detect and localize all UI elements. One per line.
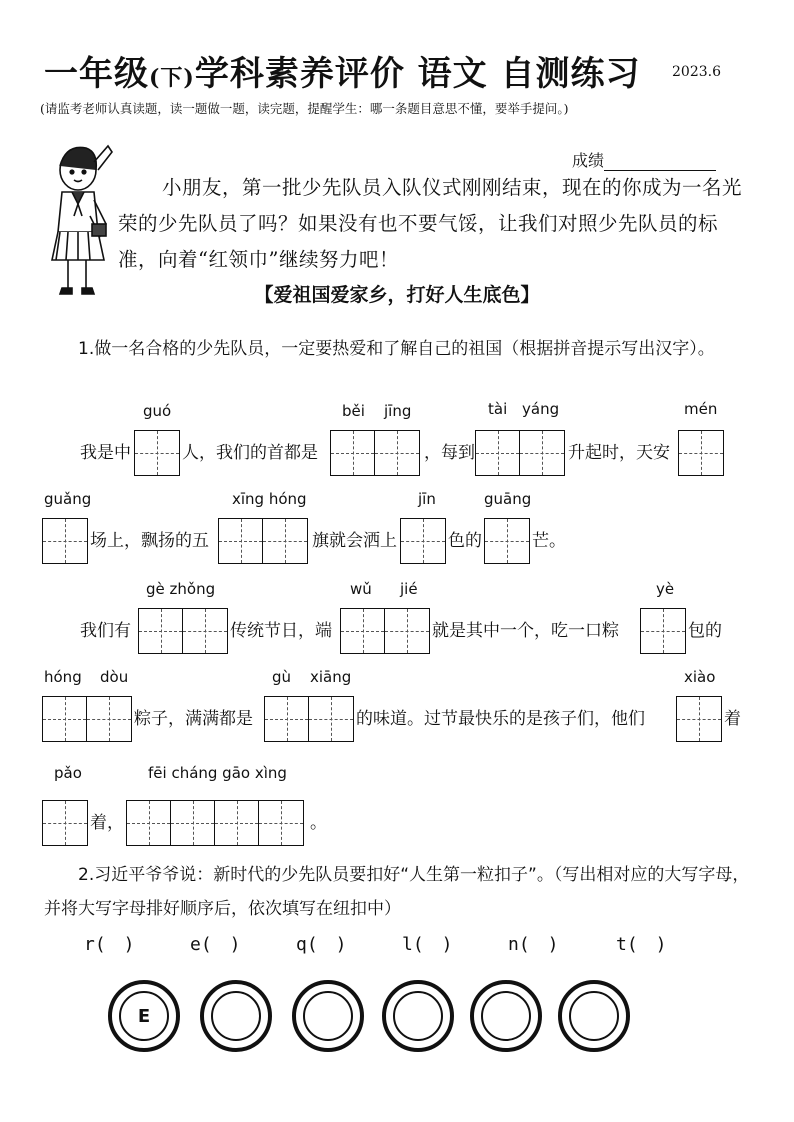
sentence-fragment: 色的 [448,531,482,551]
sentence-fragment: 升起时，天安 [568,443,670,463]
answer-grid[interactable] [400,518,446,564]
button-slot[interactable] [470,980,542,1052]
button-slot[interactable] [108,980,180,1052]
score-line[interactable] [604,152,716,171]
button-slot[interactable] [558,980,630,1052]
score-field[interactable] [572,148,716,171]
button-slot-letter: E [119,991,169,1041]
pinyin: wǔ [350,580,372,598]
answer-grid[interactable] [484,518,530,564]
sentence-fragment: 我们有 [80,621,131,641]
button-slot[interactable] [292,980,364,1052]
title-subject: 学科素养评价 语文 自测练习 [194,54,641,94]
pinyin: guǎng [44,490,92,508]
sentence-fragment: 着， [90,813,124,833]
answer-grid[interactable] [42,696,132,742]
button-slot-letter [303,991,353,1041]
sentence-fragment: ，每到 [424,443,475,463]
letter-blank[interactable]: e( ) [190,934,241,955]
pinyin: tài [488,400,508,418]
button-slot[interactable] [200,980,272,1052]
pinyin: fēi cháng gāo xìng [148,764,287,782]
score-label: 成绩 [572,151,605,170]
letter-blank[interactable]: r( ) [84,934,135,955]
question-1-prompt [44,326,744,372]
pinyin: xiào [684,668,716,686]
sentence-fragment: 传统节日，端 [230,621,332,641]
button-slot-letter [569,991,619,1041]
question-2-prompt [44,858,754,926]
letter-blank[interactable]: q( ) [296,934,347,955]
answer-grid[interactable] [134,430,180,476]
exam-date: 2023.6 [672,64,721,80]
answer-grid[interactable] [340,608,430,654]
section-title: 【爱祖国爱家乡，打好人生底色】 [254,284,540,306]
title-grade: 一年级 [44,54,149,94]
sentence-fragment: 芒。 [532,531,566,551]
answer-grid[interactable] [138,608,228,654]
intro-paragraph [118,170,748,278]
sentence-fragment: 的味道。过节最快乐的是孩子们，他们 [356,709,645,729]
answer-grid[interactable] [678,430,724,476]
answer-grid[interactable] [330,430,420,476]
pinyin: jīn [418,490,436,508]
sentence-fragment: 场上，飘扬的五 [90,531,209,551]
answer-grid[interactable] [126,800,304,846]
page-title [44,46,641,95]
answer-grid[interactable] [42,518,88,564]
pinyin: pǎo [54,764,82,782]
pinyin: mén [684,400,718,418]
pinyin: jīng [384,402,412,420]
answer-grid[interactable] [676,696,722,742]
letter-blank[interactable]: t( ) [616,934,667,955]
pinyin: gù [272,668,292,686]
answer-grid[interactable] [264,696,354,742]
sentence-fragment: 人，我们的首都是 [182,443,318,463]
sentence-fragment: 着 [724,709,741,729]
button-slot-letter [211,991,261,1041]
button-slot[interactable] [382,980,454,1052]
sentence-fragment: 。 [310,813,327,833]
button-slot-letter [393,991,443,1041]
q2-prompt-text: 2.习近平爷爷说：新时代的少先队员要扣好“人生第一粒扣子”。（写出相对应的大写字母，并将大写字母排好顺序后，依次填写在纽扣中） [44,865,750,919]
letter-blank[interactable]: n( ) [508,934,559,955]
sentence-fragment: 旗就会洒上 [312,531,397,551]
pinyin: xiāng [310,668,352,686]
answer-grid[interactable] [218,518,308,564]
pinyin: jié [400,580,418,598]
sentence-fragment: 包的 [688,621,722,641]
answer-grid[interactable] [475,430,565,476]
sentence-fragment: 我是中 [80,443,131,463]
pinyin: guó [143,402,172,420]
sentence-fragment: 就是其中一个，吃一口粽 [432,621,619,641]
pinyin: dòu [100,668,129,686]
proctor-notice: (请监考老师认真读题，读一题做一题，读完题，提醒学生：哪一条题目意思不懂，要举手提问。) [40,101,569,116]
pinyin: běi [342,402,365,420]
answer-grid[interactable] [640,608,686,654]
button-slot-letter [481,991,531,1041]
student-illustration [36,140,118,300]
pinyin: guāng [484,490,532,508]
pinyin: gè zhǒng [146,580,216,598]
q1-prompt-text: 1.做一名合格的少先队员，一定要热爱和了解自己的祖国（根据拼音提示写出汉字）。 [78,339,715,359]
pinyin: yè [656,580,675,598]
sentence-fragment: 粽子，满满都是 [134,709,253,729]
letter-blank[interactable]: l( ) [402,934,453,955]
pinyin: hóng [44,668,82,686]
pinyin: yáng [522,400,560,418]
title-term: (下) [149,65,195,91]
answer-grid[interactable] [42,800,88,846]
pinyin: xīng hóng [232,490,307,508]
intro-text: 小朋友，第一批少先队员入队仪式刚刚结束，现在的你成为一名光荣的少先队员了吗？如果没有也不要气馁，让我们对照少先队员的标准，向着“红领巾”继续努力吧！ [118,176,743,271]
